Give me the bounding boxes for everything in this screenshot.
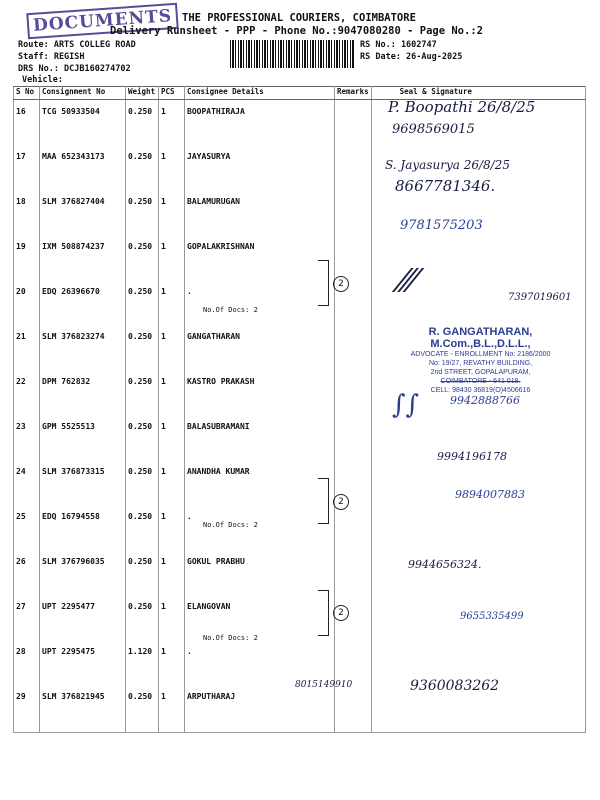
col-consignment: Consignment No (40, 87, 126, 100)
table-row (14, 190, 586, 235)
cell-cons: MAA 652343173 (40, 145, 126, 190)
group-bracket (318, 590, 329, 636)
phone-22: 9942888766 (450, 394, 520, 407)
col-remarks: Remarks (335, 87, 372, 100)
phone-18: 9781575203 (400, 218, 483, 233)
group-count-mark: 2 (333, 605, 349, 621)
cell-cons: GPM 5525513 (40, 415, 126, 460)
cell-pcs: 1 (159, 325, 185, 370)
cell-pcs: 1 (159, 100, 185, 146)
cell-sno: 18 (14, 190, 40, 235)
cell-weight: 0.250 (126, 100, 159, 146)
cell-weight: 1.120 (126, 640, 159, 685)
cell-weight: 0.250 (126, 595, 159, 640)
documents-stamp: DOCUMENTS (26, 3, 179, 39)
cell-cons: DPM 762832 (40, 370, 126, 415)
route-label: Route: ARTS COLLEG ROAD (18, 40, 136, 50)
phone-26: 9944656324. (408, 558, 482, 571)
table-row (14, 235, 586, 280)
cell-remarks (335, 415, 372, 460)
phone-17: 8667781346. (395, 177, 496, 195)
rs-number: RS No.: 1602747 (360, 40, 437, 50)
cell-remarks (335, 190, 372, 235)
cell-pcs: 1 (159, 505, 185, 550)
cell-name: GOPALAKRISHNAN (185, 235, 335, 280)
phone-27: 9655335499 (460, 611, 524, 622)
cell-remarks (335, 100, 372, 146)
cell-name: KASTRO PRAKASH (185, 370, 335, 415)
cell-sno: 16 (14, 100, 40, 146)
cell-sno: 20 (14, 280, 40, 325)
cell-cons: IXM 508874237 (40, 235, 126, 280)
barcode (230, 40, 355, 68)
cell-name: JAYASURYA (185, 145, 335, 190)
cell-weight: 0.250 (126, 550, 159, 595)
cell-name: . (185, 505, 335, 550)
cell-pcs: 1 (159, 145, 185, 190)
cell-weight: 0.250 (126, 325, 159, 370)
cell-pcs: 1 (159, 460, 185, 505)
cell-weight: 0.250 (126, 460, 159, 505)
cell-pcs: 1 (159, 595, 185, 640)
cell-name: BALAMURUGAN (185, 190, 335, 235)
cell-pcs: 1 (159, 415, 185, 460)
cell-sno: 27 (14, 595, 40, 640)
cell-sno: 22 (14, 370, 40, 415)
cell-seal (371, 505, 585, 550)
cell-name: BALASUBRAMANI (185, 415, 335, 460)
col-consignee: Consignee Details (185, 87, 335, 100)
cell-weight: 0.250 (126, 190, 159, 235)
cell-pcs: 1 (159, 280, 185, 325)
drs-label: DRS No.: DCJB160274702 (18, 64, 131, 74)
cell-name: . (185, 280, 335, 325)
cell-sno: 19 (14, 235, 40, 280)
cell-remarks (335, 370, 372, 415)
cell-cons: EDQ 16794558 (40, 505, 126, 550)
seal-line: 2nd STREET, GOPALAPURAM, (430, 369, 531, 376)
cell-remarks (335, 505, 372, 550)
cell-remarks (335, 145, 372, 190)
cell-cons: SLM 376873315 (40, 460, 126, 505)
cell-sno: 28 (14, 640, 40, 685)
cell-sno: 26 (14, 550, 40, 595)
table-row (14, 685, 586, 733)
signature-17: S. Jayasurya 26/8/25 (385, 158, 510, 172)
cell-cons: UPT 2295477 (40, 595, 126, 640)
runsheet-subtitle: Delivery Runsheet - PPP - Phone No.:9047080280 - Page No.:2 (110, 25, 483, 37)
cell-weight: 0.250 (126, 685, 159, 733)
group-count-mark: 2 (333, 276, 349, 292)
docs-note: No.Of Docs: 2 (203, 634, 258, 642)
cell-weight: 0.250 (126, 415, 159, 460)
table-row (14, 505, 586, 550)
phone-24: 9894007883 (455, 488, 525, 501)
signature-19: ⁄⁄⁄ (400, 262, 417, 300)
signature-16: P. Boopathi 26/8/25 (388, 98, 536, 116)
cell-name: GANGATHARAN (185, 325, 335, 370)
table-row (14, 550, 586, 595)
group-count-mark: 2 (333, 494, 349, 510)
cell-cons: TCG 50933504 (40, 100, 126, 146)
cell-seal (371, 550, 585, 595)
col-weight: Weight (126, 87, 159, 100)
seal-line: No: 19/27, REVATHY BUILDING, (428, 360, 533, 367)
cell-remarks (335, 235, 372, 280)
cell-remarks (335, 325, 372, 370)
cell-weight: 0.250 (126, 235, 159, 280)
cell-cons: SLM 376823274 (40, 325, 126, 370)
col-sno: S No (14, 87, 40, 100)
cell-sno: 17 (14, 145, 40, 190)
rs-date: RS Date: 26-Aug-2025 (360, 52, 463, 62)
staff-label: Staff: REGISH (18, 52, 85, 62)
cell-cons: EDQ 26396670 (40, 280, 126, 325)
col-seal: Seal & Signature (371, 87, 585, 100)
seal-name: R. GANGATHARAN, M.Com.,B.L.,D.L.L., (428, 326, 533, 350)
cell-name: ANANDHA KUMAR (185, 460, 335, 505)
cell-remarks (335, 685, 372, 733)
cell-pcs: 1 (159, 685, 185, 733)
phone-29b: 9360083262 (410, 678, 500, 694)
cell-sno: 21 (14, 325, 40, 370)
seal-line: COIMBATORE - 641 018. (440, 378, 521, 385)
phone-23: 9994196178 (437, 450, 507, 463)
cell-pcs: 1 (159, 640, 185, 685)
table-row (14, 280, 586, 325)
cell-remarks (335, 550, 372, 595)
cell-name: BOOPATHIRAJA (185, 100, 335, 146)
cell-pcs: 1 (159, 190, 185, 235)
cell-sno: 29 (14, 685, 40, 733)
signature-22: ∫∫ (392, 390, 420, 420)
company-title: THE PROFESSIONAL COURIERS, COIMBATORE (182, 12, 416, 24)
cell-pcs: 1 (159, 235, 185, 280)
cell-cons: SLM 376796035 (40, 550, 126, 595)
cell-cons: UPT 2295475 (40, 640, 126, 685)
cell-sno: 24 (14, 460, 40, 505)
phone-19: 7397019601 (508, 292, 572, 303)
phone-29a: 8015149910 (295, 680, 353, 690)
group-bracket (318, 260, 329, 306)
cell-name: . (185, 640, 335, 685)
cell-name: GOKUL PRABHU (185, 550, 335, 595)
table-row (14, 640, 586, 685)
cell-pcs: 1 (159, 550, 185, 595)
cell-remarks (335, 640, 372, 685)
docs-note: No.Of Docs: 2 (203, 306, 258, 314)
cell-cons: SLM 376827404 (40, 190, 126, 235)
docs-note: No.Of Docs: 2 (203, 521, 258, 529)
vehicle-label: Vehicle: (22, 75, 63, 85)
cell-name: ARPUTHARAJ (185, 685, 335, 733)
cell-name: ELANGOVAN (185, 595, 335, 640)
advocate-seal (378, 326, 583, 395)
runsheet-table (13, 86, 586, 733)
col-pcs: PCS (159, 87, 185, 100)
group-bracket (318, 478, 329, 524)
phone-16: 9698569015 (392, 122, 475, 137)
cell-weight: 0.250 (126, 280, 159, 325)
cell-sno: 25 (14, 505, 40, 550)
cell-sno: 23 (14, 415, 40, 460)
seal-line: ADVOCATE - ENROLLMENT No: 2186/2000 (410, 351, 551, 358)
seal-line: CELL: 98430 36819(O)4506616 (430, 387, 531, 394)
cell-weight: 0.250 (126, 505, 159, 550)
cell-weight: 0.250 (126, 145, 159, 190)
cell-weight: 0.250 (126, 370, 159, 415)
cell-cons: SLM 376821945 (40, 685, 126, 733)
cell-pcs: 1 (159, 370, 185, 415)
